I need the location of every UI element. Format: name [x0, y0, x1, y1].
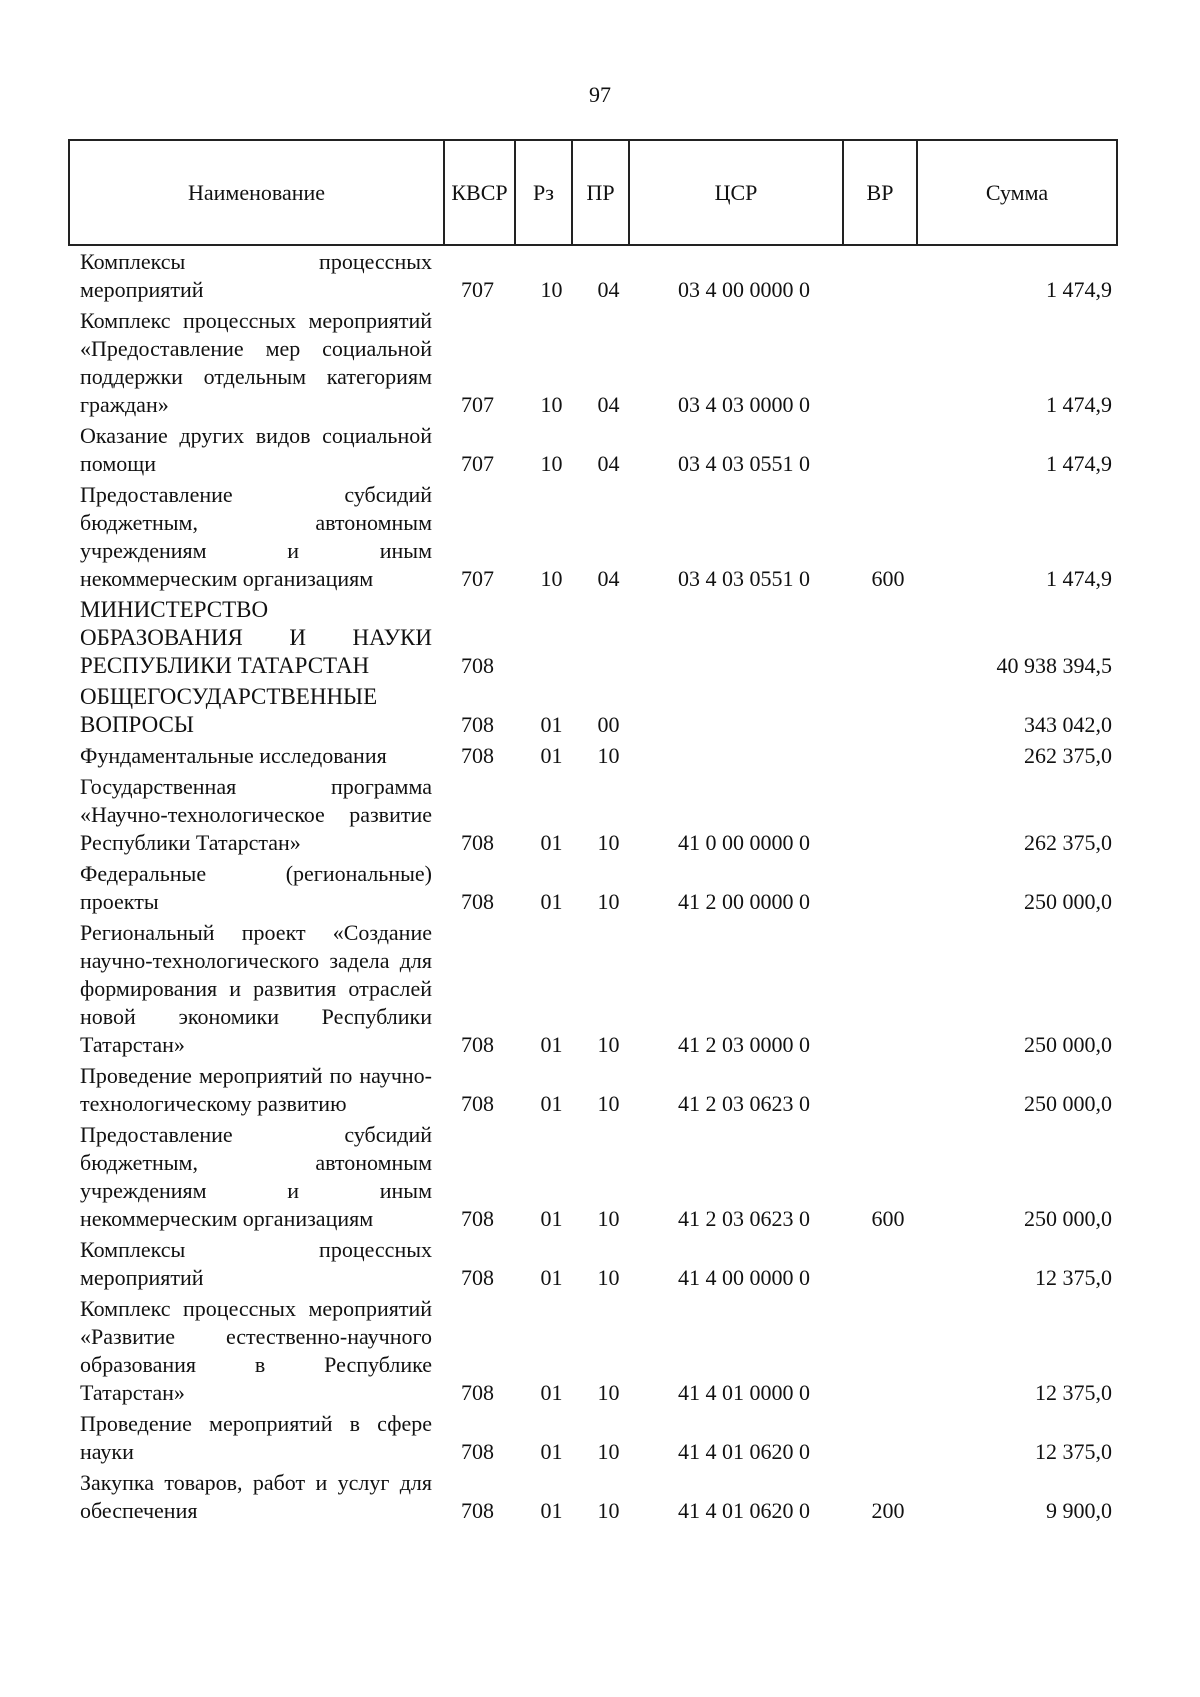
table-row [80, 422, 1120, 478]
cell-pr: 10 [597, 1498, 620, 1523]
cell-vr: 200 [871, 1498, 905, 1523]
table-row [80, 1469, 1120, 1525]
header-pr: ПР [573, 141, 630, 244]
cell-kvsr: 708 [461, 1265, 494, 1290]
cell-sum: 1 474,9 [1046, 566, 1112, 591]
cell-csr: 03 4 03 0000 0 [678, 392, 810, 417]
cell-csr: 41 2 03 0000 0 [678, 1032, 810, 1057]
cell-csr: 41 4 01 0620 0 [678, 1498, 810, 1523]
cell-name: Закупка товаров, работ и услуг для обеспечения [80, 1470, 432, 1523]
cell-sum: 12 375,0 [1035, 1265, 1112, 1290]
cell-rz: 01 [540, 712, 563, 737]
header-csr: ЦСР [630, 141, 844, 244]
cell-sum: 12 375,0 [1035, 1380, 1112, 1405]
cell-name: Комплекс процессных мероприятий «Предоставление мер социальной поддержки отдельным категориям граждан» [80, 308, 432, 417]
cell-kvsr: 708 [461, 889, 494, 914]
cell-sum: 262 375,0 [1024, 743, 1112, 768]
table-row [80, 1062, 1120, 1118]
cell-sum: 250 000,0 [1024, 1206, 1112, 1231]
table-row [80, 860, 1120, 916]
cell-kvsr: 708 [461, 1439, 494, 1464]
cell-sum: 262 375,0 [1024, 830, 1112, 855]
cell-sum: 250 000,0 [1024, 889, 1112, 914]
header-rz: Рз [516, 141, 573, 244]
cell-name: Оказание других видов социальной помощи [80, 423, 432, 476]
cell-rz: 10 [540, 566, 563, 591]
table-body [80, 248, 1120, 1528]
cell-pr: 10 [597, 743, 620, 768]
cell-pr: 10 [597, 1439, 620, 1464]
cell-rz: 01 [540, 1265, 563, 1290]
cell-rz: 01 [540, 1498, 563, 1523]
table-row [80, 1236, 1120, 1292]
cell-csr: 03 4 00 0000 0 [678, 277, 810, 302]
cell-kvsr: 707 [461, 277, 494, 302]
cell-csr: 03 4 03 0551 0 [678, 566, 810, 591]
cell-kvsr: 708 [461, 743, 494, 768]
table-row [80, 248, 1120, 304]
cell-pr: 04 [597, 277, 620, 302]
cell-csr: 41 2 03 0623 0 [678, 1206, 810, 1231]
cell-csr: 41 2 00 0000 0 [678, 889, 810, 914]
cell-rz: 01 [540, 1380, 563, 1405]
table-row [80, 742, 1120, 770]
cell-pr: 10 [597, 830, 620, 855]
cell-sum: 250 000,0 [1024, 1032, 1112, 1057]
cell-pr: 10 [597, 1032, 620, 1057]
table-row [80, 1295, 1120, 1407]
cell-name: Комплексы процессных мероприятий [80, 1237, 432, 1290]
cell-rz: 01 [540, 1091, 563, 1116]
table-row [80, 481, 1120, 593]
cell-vr: 600 [871, 1206, 905, 1231]
header-vr: ВР [844, 141, 918, 244]
cell-pr: 10 [597, 1380, 620, 1405]
table-row [80, 307, 1120, 419]
cell-rz: 01 [540, 1206, 563, 1231]
cell-name: Проведение мероприятий по научно-технологическому развитию [80, 1063, 432, 1116]
cell-rz: 01 [540, 1032, 563, 1057]
cell-kvsr: 708 [461, 653, 494, 678]
cell-name: МИНИСТЕРСТВО ОБРАЗОВАНИЯ И НАУКИ РЕСПУБЛИКИ ТАТАРСТАН [80, 597, 432, 678]
cell-kvsr: 708 [461, 1380, 494, 1405]
cell-kvsr: 707 [461, 392, 494, 417]
cell-rz: 01 [540, 830, 563, 855]
cell-name: Фундаментальные исследования [80, 743, 387, 768]
cell-name: Федеральные (региональные) проекты [80, 861, 432, 914]
cell-name: Государственная программа «Научно-технологическое развитие Республики Татарстан» [80, 774, 432, 855]
cell-rz: 01 [540, 1439, 563, 1464]
cell-pr: 04 [597, 566, 620, 591]
cell-pr: 10 [597, 1206, 620, 1231]
cell-pr: 10 [597, 889, 620, 914]
cell-rz: 10 [540, 451, 563, 476]
cell-sum: 1 474,9 [1046, 277, 1112, 302]
cell-sum: 343 042,0 [1024, 712, 1112, 737]
cell-kvsr: 707 [461, 566, 494, 591]
table-row [80, 1121, 1120, 1233]
header-name: Наименование [70, 141, 445, 244]
cell-rz: 01 [540, 889, 563, 914]
cell-pr: 10 [597, 1265, 620, 1290]
cell-pr: 04 [597, 451, 620, 476]
cell-name: Предоставление субсидий бюджетным, автономным учреждениям и иным некоммерческим организациям [80, 482, 432, 591]
cell-pr: 10 [597, 1091, 620, 1116]
cell-csr: 41 4 00 0000 0 [678, 1265, 810, 1290]
table-row [80, 683, 1120, 739]
header-sum: Сумма [985, 179, 1049, 205]
cell-sum: 1 474,9 [1046, 451, 1112, 476]
table-row [80, 596, 1120, 680]
page-number: 97 [589, 82, 611, 107]
cell-name: Предоставление субсидий бюджетным, автономным учреждениям и иным некоммерческим организациям [80, 1122, 432, 1231]
cell-sum: 40 938 394,5 [996, 653, 1112, 678]
header-kvsr: КВСР [445, 141, 516, 244]
cell-kvsr: 707 [461, 451, 494, 476]
cell-name: Региональный проект «Создание научно-технологического задела для формирования и развития отраслей новой экономики Республики Татарстан» [80, 920, 432, 1057]
cell-csr: 41 4 01 0000 0 [678, 1380, 810, 1405]
cell-sum: 9 900,0 [1046, 1498, 1112, 1523]
cell-vr: 600 [871, 566, 905, 591]
cell-name: ОБЩЕГОСУДАРСТВЕННЫЕ ВОПРОСЫ [80, 684, 378, 737]
cell-kvsr: 708 [461, 830, 494, 855]
cell-kvsr: 708 [461, 1032, 494, 1057]
cell-name: Комплекс процессных мероприятий «Развитие естественно-научного образования в Республике Татарстан» [80, 1296, 432, 1405]
cell-sum: 1 474,9 [1046, 392, 1112, 417]
cell-pr: 04 [597, 392, 620, 417]
table-row [80, 1410, 1120, 1466]
cell-csr: 03 4 03 0551 0 [678, 451, 810, 476]
cell-kvsr: 708 [461, 1091, 494, 1116]
table-row [80, 919, 1120, 1059]
table-row [80, 773, 1120, 857]
cell-kvsr: 708 [461, 1498, 494, 1523]
cell-name: Комплексы процессных мероприятий [80, 249, 432, 302]
cell-csr: 41 2 03 0623 0 [678, 1091, 810, 1116]
cell-rz: 01 [540, 743, 563, 768]
cell-kvsr: 708 [461, 712, 494, 737]
cell-kvsr: 708 [461, 1206, 494, 1231]
cell-csr: 41 0 00 0000 0 [678, 830, 810, 855]
cell-name: Проведение мероприятий в сфере науки [80, 1411, 432, 1464]
table-header [68, 139, 1118, 246]
cell-csr: 41 4 01 0620 0 [678, 1439, 810, 1464]
cell-rz: 10 [540, 392, 563, 417]
cell-pr: 00 [597, 712, 620, 737]
cell-rz: 10 [540, 277, 563, 302]
cell-sum: 12 375,0 [1035, 1439, 1112, 1464]
cell-sum: 250 000,0 [1024, 1091, 1112, 1116]
